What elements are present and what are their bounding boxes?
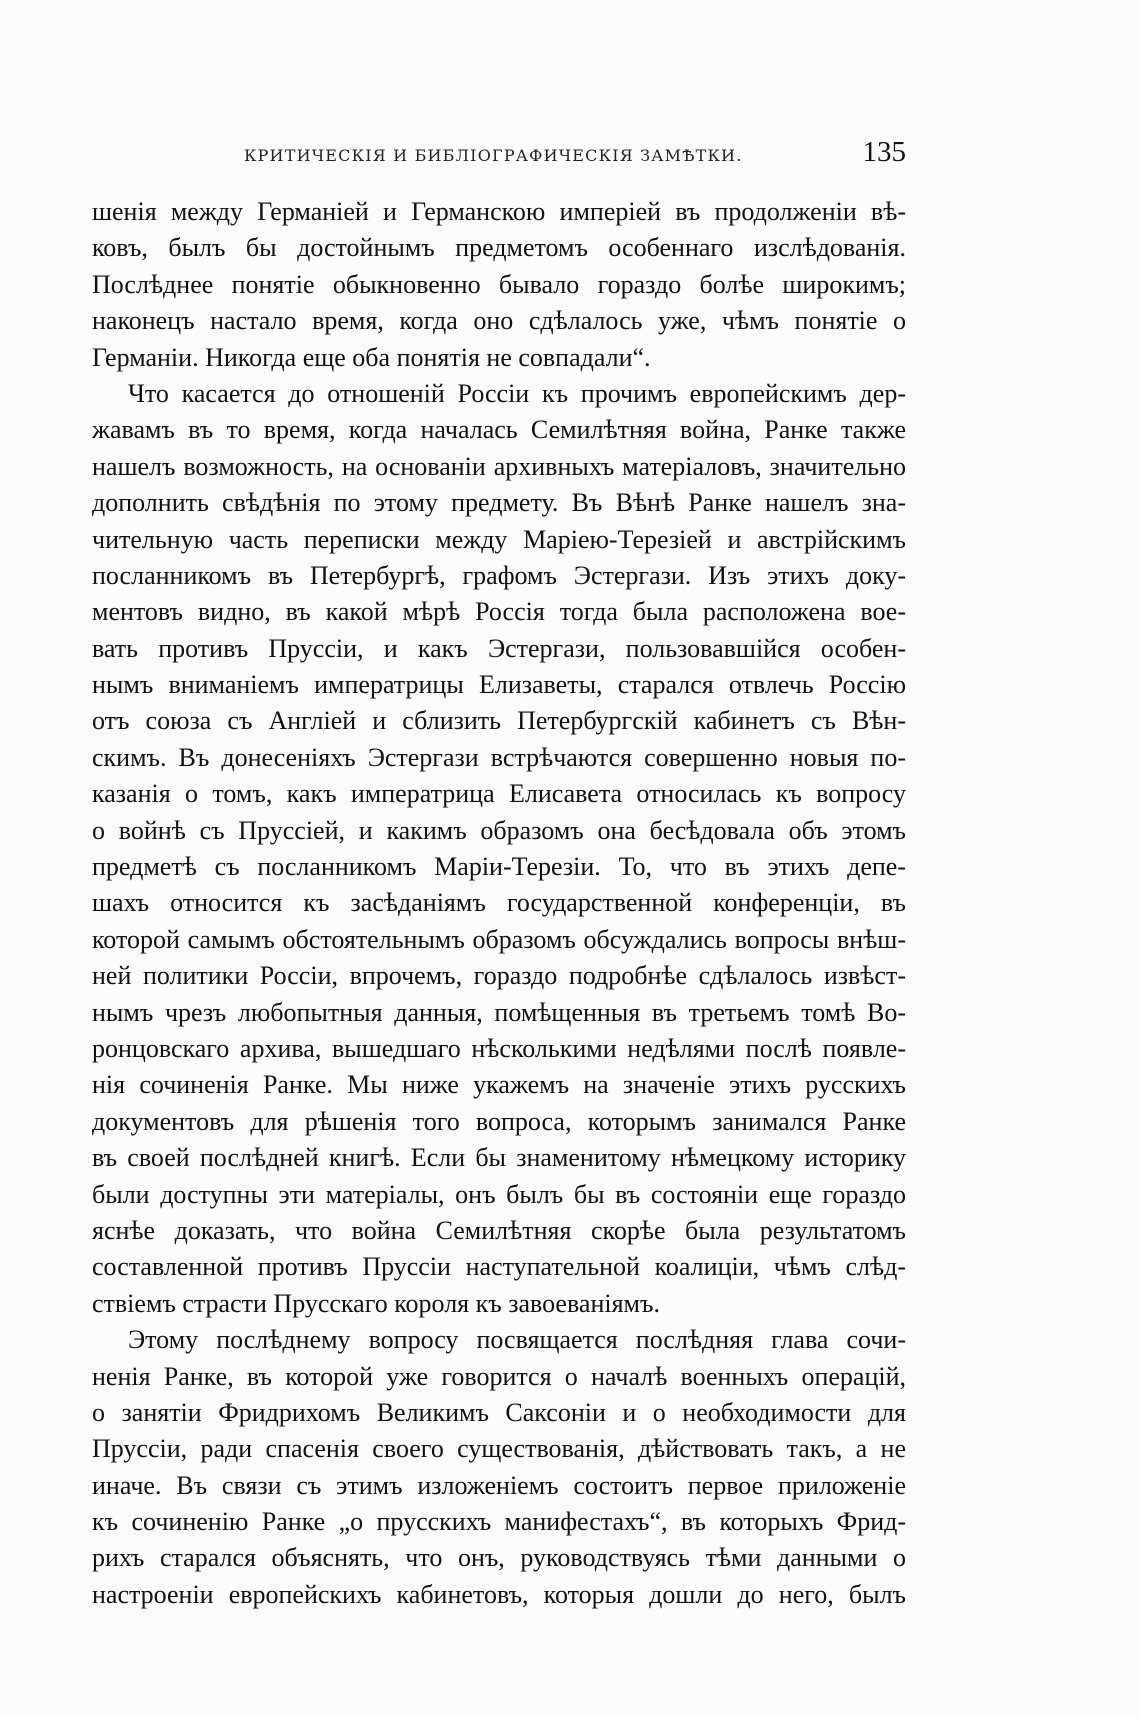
text-line: нія сочиненія Ранке. Мы ниже укажемъ на значеніе этихъ русскихъ bbox=[92, 1070, 906, 1100]
text-line: которой самымъ обстоятельнымъ образомъ обсуждались вопросы внѣш- bbox=[92, 924, 906, 954]
text-line: ронцовскаго архива, вышедшаго нѣсколькими недѣлями послѣ появле- bbox=[92, 1033, 906, 1063]
text-line: посланникомъ въ Петербургѣ, графомъ Эстергази. Изъ этихъ доку- bbox=[92, 560, 906, 590]
text-line: Послѣднее понятіе обыкновенно бывало гораздо болѣе широкимъ; bbox=[92, 269, 906, 299]
body-text bbox=[92, 194, 906, 1613]
text-line: ней политики Россіи, впрочемъ, гораздо подробнѣе сдѣлалось извѣст- bbox=[92, 961, 906, 991]
page-number: 135 bbox=[862, 136, 906, 168]
text-line: яснѣе доказать, что война Семилѣтняя скорѣе была результатомъ bbox=[92, 1215, 906, 1245]
text-line: Германіи. Никогда еще оба понятія не совпадали“. bbox=[92, 342, 651, 372]
text-line: шахъ относится къ засѣданіямъ государственной конференціи, въ bbox=[92, 888, 906, 918]
text-line: Этому послѣднему вопросу посвящается послѣдняя глава сочи- bbox=[128, 1325, 906, 1355]
text-line: къ сочиненію Ранке „о прусскихъ манифестахъ“, въ которыхъ Фрид- bbox=[92, 1507, 906, 1537]
text-line: отъ союза съ Англіей и сблизить Петербургскій кабинетъ съ Вѣн- bbox=[92, 706, 906, 736]
text-line: о войнѣ съ Пруссіей, и какимъ образомъ она бесѣдовала объ этомъ bbox=[92, 815, 906, 845]
text-line: дополнить свѣдѣнія по этому предмету. Въ Вѣнѣ Ранке нашелъ зна- bbox=[92, 488, 906, 518]
running-head: КРИТИЧЕСКІЯ И БИБЛІОГРАФИЧЕСКІЯ ЗАМѢТКИ. bbox=[244, 146, 743, 165]
text-line: казанія о томъ, какъ императрица Елисавета относилась къ вопросу bbox=[92, 779, 906, 809]
text-line: чительную часть переписки между Маріею-Терезіей и австрійскимъ bbox=[92, 524, 906, 554]
text-line: ковъ, былъ бы достойнымъ предметомъ особеннаго изслѣдованія. bbox=[92, 233, 906, 263]
text-line: нымъ чрезъ любопытныя данныя, помѣщенныя въ третьемъ томѣ Во- bbox=[92, 997, 906, 1027]
text-line: предметѣ съ посланникомъ Маріи-Терезіи. То, что въ этихъ депе- bbox=[92, 852, 906, 882]
text-line: ненія Ранке, въ которой уже говорится о началѣ военныхъ операцій, bbox=[92, 1361, 906, 1391]
text-line: скимъ. Въ донесеніяхъ Эстергази встрѣчаются совершенно новыя по- bbox=[92, 742, 906, 772]
text-line: въ своей послѣдней книгѣ. Если бы знаменитому нѣмецкому историку bbox=[92, 1143, 906, 1173]
text-line: шенія между Германіей и Германскою имперіей въ продолженіи вѣ- bbox=[92, 197, 906, 226]
text-line: составленной противъ Пруссіи наступательной коалиціи, чѣмъ слѣд- bbox=[92, 1252, 906, 1282]
text-line: наконецъ настало время, когда оно сдѣлалось уже, чѣмъ понятіе о bbox=[92, 306, 906, 336]
text-line: нашелъ возможность, на основаніи архивныхъ матеріаловъ, значительно bbox=[92, 451, 906, 481]
text-line: жавамъ въ то время, когда началась Семилѣтняя война, Ранке также bbox=[92, 415, 906, 445]
text-line: документовъ для рѣшенія того вопроса, которымъ занимался Ранке bbox=[92, 1106, 906, 1136]
text-line: Что касается до отношеній Россіи къ прочимъ европейскимъ дер- bbox=[128, 378, 906, 408]
text-line: были доступны эти матеріалы, онъ былъ бы въ состояніи еще гораздо bbox=[92, 1179, 906, 1209]
text-line: ствіемъ страсти Прусскаго короля къ завоеваніямъ. bbox=[92, 1288, 660, 1318]
text-line: нымъ вниманіемъ императрицы Елизаветы, старался отвлечь Россію bbox=[92, 670, 906, 700]
text-line: иначе. Въ связи съ этимъ изложеніемъ состоитъ первое приложеніе bbox=[92, 1470, 906, 1500]
text-line: Пруссіи, ради спасенія своего существованія, дѣйствовать такъ, а не bbox=[92, 1434, 906, 1464]
text-line: рихъ старался объяснять, что онъ, руководствуясь тѣми данными о bbox=[92, 1543, 906, 1573]
text-line: вать противъ Пруссіи, и какъ Эстергази, пользовавшійся особен- bbox=[92, 633, 906, 663]
text-line: ментовъ видно, въ какой мѣрѣ Россія тогда была расположена вое- bbox=[92, 597, 906, 627]
page-header bbox=[134, 128, 914, 168]
text-line: о занятіи Фридрихомъ Великимъ Саксоніи и о необходимости для bbox=[92, 1397, 906, 1427]
text-line: настроеніи европейскихъ кабинетовъ, которыя дошли до него, былъ bbox=[92, 1579, 906, 1609]
